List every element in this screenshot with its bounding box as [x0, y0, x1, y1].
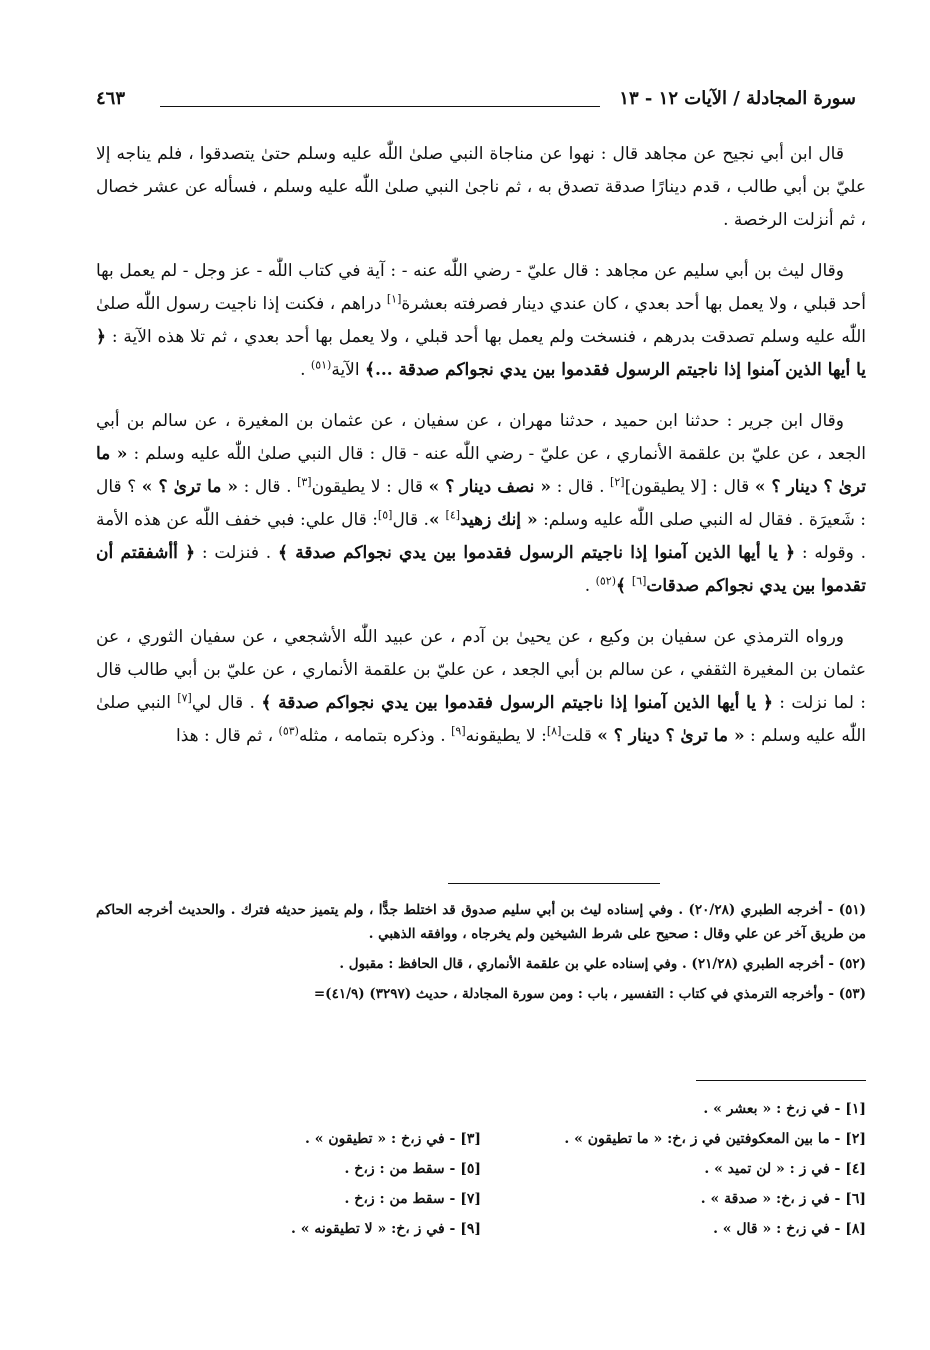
paragraph [96, 138, 866, 237]
variant-note: [٢] - ما بين المعكوفتين في ز ،خ: « ما تطيقون » . [564, 1131, 866, 1147]
quote-run: ﴿ يا أيها الذين آمنوا إذا ناجيتم الرسول فقدموا بين يدي نجواكم صدقة ﴾ [261, 693, 773, 713]
footnote-reference: [٩] [451, 724, 466, 738]
variant-row [96, 1094, 866, 1124]
footnote-reference: (٥٣) [278, 724, 299, 738]
variant-note: [٧] - سقط من : ز،خ . [344, 1191, 481, 1207]
text-run: قال : لا يطيقون [311, 477, 429, 497]
quote-run: » [428, 510, 446, 530]
text-run: . قال [392, 510, 429, 530]
quote-run: « نصف دينار ؟ » [428, 477, 552, 497]
quote-run: « إنك زهيد [460, 510, 538, 530]
quote-run: ﴿ يا أيها الذين آمنوا إذا ناجيتم الرسول فقدموا بين يدي نجواكم صدقة ...﴾ [96, 327, 866, 380]
variants-separator [696, 1080, 866, 1081]
main-text [96, 138, 866, 771]
variant-note: [٤] - في ز : « لن تميد » . [704, 1161, 866, 1177]
text-run: . وذكره بتمامه ، مثله [298, 726, 452, 746]
text-run: ؟ قال : شَعيرَة . فقال له النبي صلى اللّٰه عليه وسلم: [96, 477, 866, 530]
text-run: الآية [331, 360, 365, 380]
variant-note [96, 1094, 481, 1124]
variant-row [96, 1214, 866, 1244]
footnote-separator [448, 883, 660, 884]
footnote: (٥١) - أخرجه الطبري (٢٠/٢٨) . وفي إسناده ليث بن أبي سليم صدوق قد اختلط جدًّا ، ولم يتميز حديثه فترك . والحديث أخرجه الحاكم من طريق آخر عن علي وقال : صحيح على شرط الشيخين ولم يخرجاه ، ووافقه الذهبي . [96, 902, 866, 942]
footnote-reference: [٢] [610, 475, 625, 489]
variant-note: [٣] - في ز،خ : « تطيقون » . [304, 1131, 481, 1147]
variant-note: [٦] - في ز ،خ: « صدقة » . [700, 1191, 866, 1207]
header-rule [160, 106, 600, 107]
quote-run: « ما ترىٰ ؟ » [141, 477, 239, 497]
paragraph [96, 621, 866, 753]
text-run: قال ابن أبي نجيح عن مجاهد قال : نهوا عن مناجاة النبي صلىٰ اللّٰه عليه وسلم حتىٰ يتصدقوا ، فلم يناجه إلا عليّ بن أبي طالب ، قدم دينارًا صدقة تصدق به ، ثم ناجىٰ النبي صلىٰ اللّٰه عليه وسلم ، فسأله عن عشر خصال ، ثم أنزلت الرخصة . [96, 144, 866, 230]
quote-run: « ما ترىٰ ؟ دينار ؟ » [597, 726, 745, 746]
text-run: ، ثم قال : هذا [175, 726, 279, 746]
text-run: . [584, 576, 596, 596]
variant-row [96, 1124, 866, 1154]
footnotes [96, 898, 866, 1012]
text-run: النبي صلىٰ اللّٰه عليه وسلم : [96, 693, 866, 746]
footnote: (٥٢) - أخرجه الطبري (٢١/٢٨) . وفي إسناده علي بن علقمة الأنماري ، قال الحافظ : مقبول . [339, 956, 866, 972]
variant-note: [١] - في ز،خ : « بعشر » . [703, 1101, 866, 1117]
footnote-reference: (٥٢) [595, 574, 616, 588]
footnote-reference: [٣] [297, 475, 312, 489]
text-run: : لا يطيقونه [465, 726, 547, 746]
paragraph [96, 255, 866, 387]
quote-run: ﴿ يا أيها الذين آمنوا إذا ناجيتم الرسول فقدموا بين يدي نجواكم صدقة ﴾ [277, 543, 796, 563]
footnote: (٥٣) - وأخرجه الترمذي في كتاب : التفسير ، باب : ومن سورة المجادلة ، حديث (٣٢٩٧) (٤١/٩)= [313, 986, 866, 1002]
quote-run: ﴾ [616, 576, 632, 596]
text-run: وقال ليث بن أبي سليم عن مجاهد : قال عليّ - رضي اللّٰه عنه - : آية في كتاب اللّٰه - عز وجل - لم يعمل بها أحد قبلي ، ولا يعمل بها أحد بعدي ، كان عندي دينار فصرفته بعشرة [96, 261, 867, 314]
text-run: . قال : [551, 477, 611, 497]
text-run: قلت [561, 726, 598, 746]
page-header [96, 88, 856, 118]
footnote-reference: [٧] [177, 691, 192, 705]
footnote-reference: [٦] [631, 574, 647, 588]
quote-run: « ما ترىٰ ؟ دينار ؟ » [96, 444, 867, 497]
footnote-reference: (٥١) [310, 358, 332, 372]
variant-row [96, 1184, 866, 1214]
text-run: قال : [لا يطيقون] [624, 477, 755, 497]
footnote-reference: [٤] [445, 508, 461, 522]
text-run: وقال ابن جرير : حدثنا ابن حميد ، حدثنا مهران ، عن سفيان ، عن عثمان بن المغيرة ، عن سالم بن أبي الجعد ، عن عليّ بن علقمة الأنماري ، عن عليّ - رضي اللّٰه عنه - قال : قال النبي صلىٰ اللّٰه عليه وسلم : [96, 411, 866, 464]
footnote-reference: [٨] [546, 724, 562, 738]
footnote-reference: [٥] [377, 508, 393, 522]
running-title: سورة المجادلة / الآيات ١٢ - ١٣ [619, 88, 856, 109]
text-run: . قال لي [191, 693, 262, 713]
variant-row [96, 1154, 866, 1184]
footnote-reference: [١] [386, 292, 402, 306]
paragraph [96, 405, 866, 603]
text-run: . [300, 360, 311, 380]
variant-note: [٩] - في ز ،خ: « لا تطيقونه » . [291, 1221, 481, 1237]
page-number: ٤٦٣ [96, 88, 126, 109]
text-run: . قال : [238, 477, 298, 497]
variant-note: [٥] - سقط من : ز،خ . [344, 1161, 481, 1177]
variant-note: [٨] - في ز،خ : « قال » . [713, 1221, 866, 1237]
text-run: : قال علي: فبي خفف اللّٰه عن هذه الأمة . وقوله : [96, 510, 866, 563]
manuscript-variants [96, 1094, 866, 1244]
text-run: ورواه الترمذي عن سفيان بن وكيع ، عن يحيىٰ بن آدم ، عن عبيد اللّٰه الأشجعي ، عن سفيان الثوري ، عن عثمان بن المغيرة الثقفي ، عن سالم بن أبي الجعد ، عن عليّ بن علقمة الأنماري ، عن عليّ بن أبي طالب قال : لما نزلت : [96, 627, 867, 713]
quote-run: ﴿ أأشفقتم أن تقدموا بين يدي نجواكم صدقات [96, 543, 866, 596]
text-run: دراهم ، فكنت إذا ناجيت رسول اللّٰه صلىٰ اللّٰه عليه وسلم تصدقت بدرهم ، فنسخت ولم يعمل بها أحد قبلي ، ولا يعمل بها أحد بعدي ، ثم تلا هذه الآية : [96, 294, 866, 347]
text-run: . فنزلت : [195, 543, 278, 563]
